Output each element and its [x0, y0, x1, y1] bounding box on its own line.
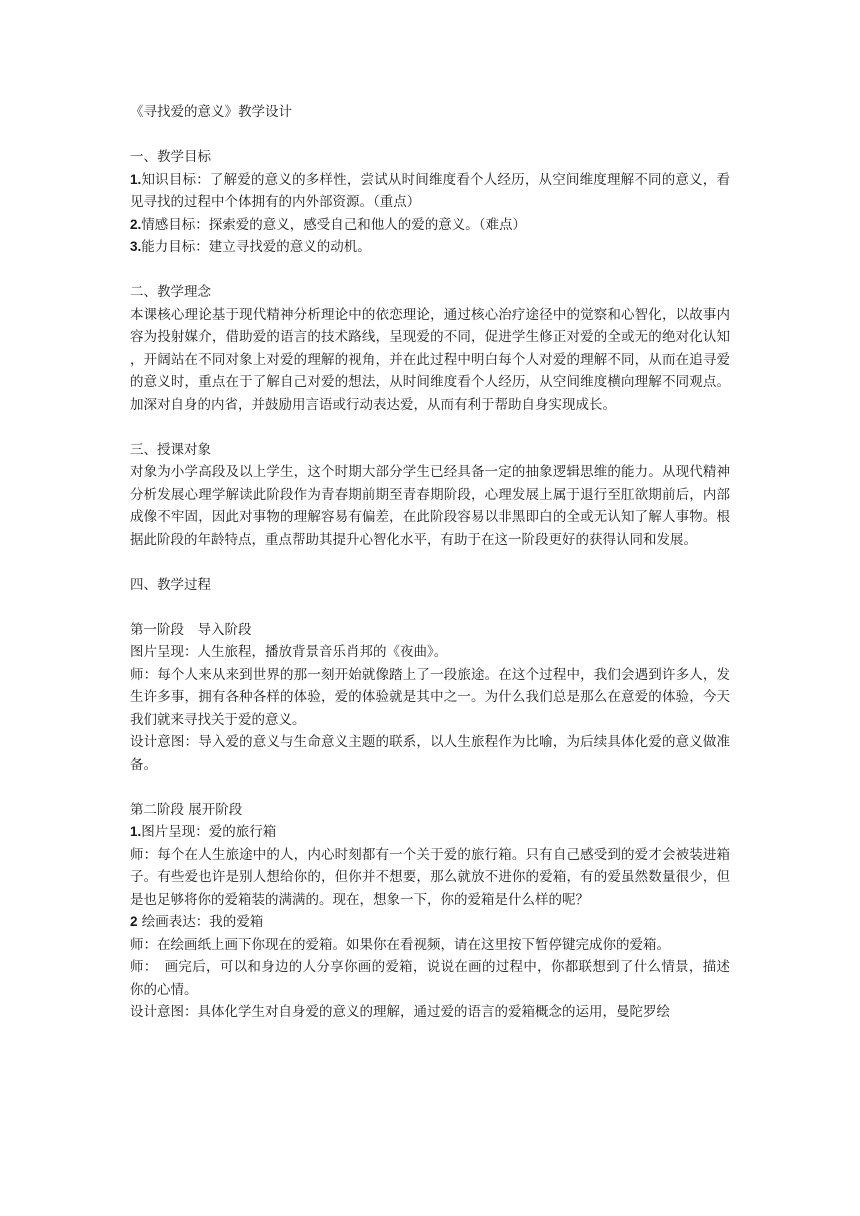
stage2-teacher-talk-2: 师：在绘画纸上画下你现在的爱箱。如果你在看视频，请在这里按下暂停键完成你的爱箱。 — [130, 936, 670, 953]
objective-emotion: 2.情感目标：探索爱的意义，感受自己和他人的爱的意义。（难点） — [130, 216, 527, 233]
stage2-sub1: 1.图片呈现：爱的旅行箱 — [130, 824, 277, 840]
stage1-design-intent: 设计意图：导入爱的意义与生命意义主题的联系，以人生旅程作为比喻，为后续具体化爱的意义做准备。 — [130, 734, 730, 773]
stage2-design-intent: 设计意图：具体化学生对自身爱的意义的理解，通过爱的语言的爱箱概念的运用，曼陀罗绘 — [130, 1004, 670, 1020]
section-heading-philosophy: 二、教学理念 — [130, 284, 211, 300]
stage2-heading: 第二阶段 展开阶段 — [130, 801, 243, 818]
stage1-heading: 第一阶段 导入阶段 — [130, 621, 252, 638]
philosophy-paragraph: 本课核心理论基于现代精神分析理论中的依恋理论，通过核心治疗途径中的觉察和心智化，以故事内容为投射媒介，借助爱的语言的技术路线，呈现爱的不同，促进学生修正对爱的全或无的绝对化认知，开阔站在不同对象上对爱的理解的视角，并在此过程中明白每个人对爱的理解不同，从而在追寻爱的意义时，重点在于了解自己对爱的想法，从时间维度看个人经历，从空间维度横向理解不同观点。加深对自身的内省，并鼓励用言语或行动表达爱，从而有利于帮助自身实现成长。 — [130, 306, 730, 413]
section-heading-objectives: 一、教学目标 — [130, 149, 211, 165]
document-title: 《寻找爱的意义》教学设计 — [130, 104, 292, 120]
objective-ability: 3.能力目标：建立寻找爱的意义的动机。 — [130, 239, 371, 255]
section-heading-audience: 三、授课对象 — [130, 441, 211, 458]
stage2-sub2: 2 绘画表达：我的爱箱 — [130, 914, 264, 930]
objective-knowledge: 1.知识目标：了解爱的意义的多样性，尝试从时间维度看个人经历，从空间维度理解不同的意义，看见寻找的过程中个体拥有的内外部资源。（重点） — [130, 171, 730, 210]
audience-paragraph: 对象为小学高段及以上学生，这个时期大部分学生已经具备一定的抽象逻辑思维的能力。从现代精神分析发展心理学解读此阶段作为青春期前期至青春期阶段，心理发展上属于退行至肛欲期前后，内部成像不牢固，因此对事物的理解容易有偏差，在此阶段容易以非黑即白的全或无认知了解人事物。根据此阶段的年龄特点，重点帮助其提升心智化水平，有助于在这一阶段更好的获得认同和发展。 — [130, 464, 730, 548]
document-page — [130, 101, 730, 1024]
stage2-teacher-talk-3: 师： 画完后，可以和身边的人分享你画的爱箱，说说在画的过程中，你都联想到了什么情景，描述你的心情。 — [130, 959, 730, 998]
stage1-image-presentation: 图片呈现：人生旅程，播放背景音乐肖邦的《夜曲》。 — [130, 644, 448, 660]
stage2-teacher-talk-1: 师：每个在人生旅途中的人，内心时刻都有一个关于爱的旅行箱。只有自己感受到的爱才会被装进箱子。有些爱也许是别人想给你的，但你并不想要，那么就放不进你的爱箱，有的爱虽然数量很少，但是也足够将你的爱箱装的满满的。现在，想象一下，你的爱箱是什么样的呢？ — [130, 846, 730, 908]
section-heading-process: 四、教学过程 — [130, 576, 211, 593]
stage1-teacher-talk: 师：每个人来从来到世界的那一刻开始就像踏上了一段旅途。在这个过程中，我们会遇到许多人，发生许多事，拥有各种各样的体验，爱的体验就是其中之一。为什么我们总是那么在意爱的体验，今天我们就来寻找关于爱的意义。 — [130, 666, 730, 728]
